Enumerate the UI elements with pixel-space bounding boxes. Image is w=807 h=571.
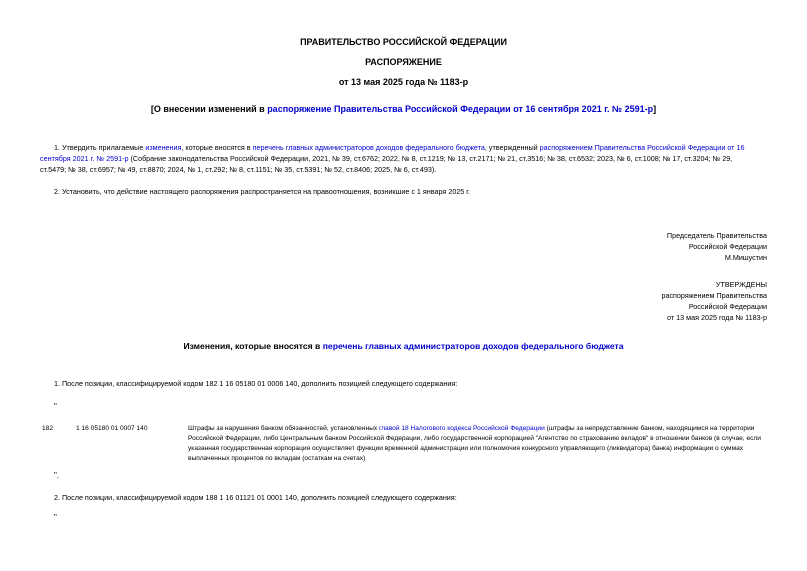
p1-text-d: (Собрание законодательства Российской Федерации, 2021, № 39, ст.6762; 2022, № 8, ст.1219; № 13, ст.2171; № 21, ст.3516; № 38, ст.6532; 2023, № 6, ст.1008; № 17, ст.3204; № 29,	[128, 154, 733, 163]
signature-position: Председатель Правительства	[666, 231, 767, 240]
p1-text-c: , утвержденный	[484, 143, 540, 152]
paragraph-1	[40, 142, 770, 175]
approved-date: от 13 мая 2025 года № 1183-р	[667, 313, 767, 322]
link-order-2591-part1: распоряжением Правительства Российской Федерации от 16	[539, 143, 745, 152]
signature-name: М.Мишустин	[724, 253, 767, 262]
link-tax-code-chapter-18[interactable]: главой 18 Налогового кодекса Российской Федерации	[378, 425, 545, 432]
paragraph-2: 2. Установить, что действие настоящего распоряжения распространяется на правоотношения, возникшие с 1 января 2025 г.	[54, 187, 471, 196]
changes-title-prefix: Изменения, которые вносятся в	[183, 341, 323, 351]
subject-prefix: [О внесении изменений в	[150, 104, 268, 114]
row-description-line1	[188, 424, 768, 434]
p1-text-b: , которые вносятся в	[181, 143, 253, 152]
change-item-1: 1. После позиции, классифицируемой кодом 182 1 16 05180 01 0006 140, дополнить позицией следующего содержания:	[54, 379, 458, 388]
p1-text-e: ст.5479; № 38, ст.6957; № 49, ст.8870; 2024, № 1, ст.292; № 8, ст.1151; № 35, ст.5391; № 52, ст.8406; 2025, № 6, ст.493).	[40, 165, 437, 174]
row-kbk-code: 1 16 05180 01 0007 140	[76, 425, 148, 432]
doc-subject	[0, 104, 807, 114]
doc-date-number: от 13 мая 2025 года № 1183-р	[338, 77, 469, 87]
approved-title: УТВЕРЖДЕНЫ	[715, 280, 767, 289]
link-changes[interactable]: изменения	[145, 143, 182, 152]
doc-type: РАСПОРЯЖЕНИЕ	[365, 57, 442, 67]
open-quote-2: "	[54, 513, 57, 522]
approved-country: Российской Федерации	[688, 302, 767, 311]
changes-title	[0, 341, 807, 351]
open-quote-1: "	[54, 402, 57, 411]
subject-link[interactable]: распоряжение Правительства Российской Федерации от 16 сентября 2021 г. № 2591-р	[267, 104, 654, 114]
link-list-administrators[interactable]: перечень главных администраторов доходов федерального бюджета	[252, 143, 485, 152]
row-admin-code: 182	[42, 425, 54, 432]
approved-block	[661, 279, 767, 323]
link-order-2591-part2: сентября 2021 г. № 2591-р	[40, 154, 129, 163]
subject-suffix: ]	[653, 104, 657, 114]
changes-title-link[interactable]: перечень главных администраторов доходов федерального бюджета	[322, 341, 624, 351]
row-description-line2: Российской Федерации, либо Центральным банком Российской Федерации, либо государственной корпорацией "Агентство по страхованию вкладов" в отношении банков (в случае, если	[188, 435, 761, 442]
row-description-line4: выплаченных процентов по вкладам (остаткам на счетах)	[188, 455, 366, 462]
p1-text-a: 1. Утвердить прилагаемые	[54, 143, 146, 152]
row-description	[188, 424, 768, 464]
row-text-a: Штрафы за нарушения банком обязанностей, установленных	[188, 425, 379, 432]
signature-block	[667, 230, 767, 263]
signature-country: Российской Федерации	[688, 242, 767, 251]
close-quote-1: ".	[54, 471, 60, 480]
row-text-b: (штрафы за непредставление банком, находящимся на территории	[544, 425, 755, 432]
change-item-2: 2. После позиции, классифицируемой кодом 188 1 16 01121 01 0001 140, дополнить позицией следующего содержания:	[54, 493, 457, 502]
row-description-line3: указанная государственная корпорация осуществляет функции временной администрации или полномочия конкурсного управляющего (ликвидатора) банка) информации о суммах	[188, 445, 744, 452]
approved-by: распоряжением Правительства	[661, 291, 767, 300]
government-title: ПРАВИТЕЛЬСТВО РОССИЙСКОЙ ФЕДЕРАЦИИ	[300, 37, 507, 47]
